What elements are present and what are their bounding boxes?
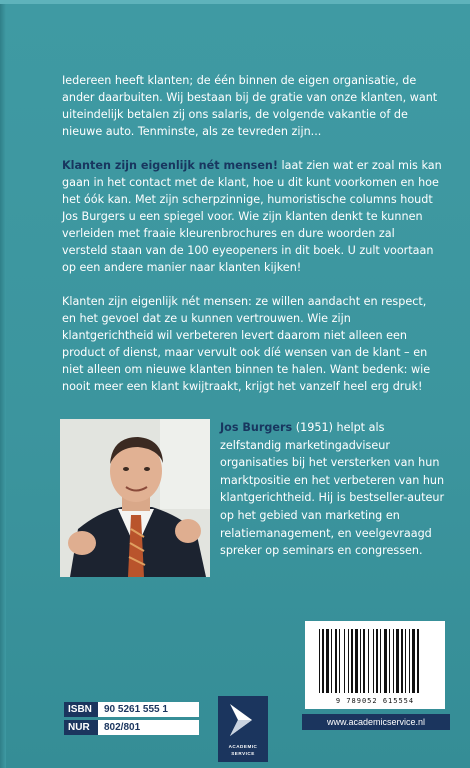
author-name: Jos Burgers xyxy=(220,421,293,434)
nur-value: 802/801 xyxy=(98,720,199,735)
logo-text-service: SERVICE xyxy=(231,751,255,756)
intro-paragraph: Iedereen heeft klanten; de één binnen de eigen organisatie, de ander daarbuiten. Wij bestaan bij de gratie van onze klanten, want uiteindelijk betalen zij ons salaris, de volgende vakantie of de nieuwe auto. Tenminste, als ze tevreden zijn... xyxy=(62,74,438,138)
author-portrait-image xyxy=(60,419,210,577)
author-bio-text: (1951) helpt als zelfstandig marketingadviseur organisaties bij het versterken van hun marktpositie en het verbeteren van hun klantgerichtheid. Hij is bestseller-auteur op het gebied van marketing en relatiemanagement, en veelgevraagd spreker op seminars en congressen. xyxy=(220,421,445,558)
spine-edge xyxy=(0,0,6,768)
nur-label: NUR xyxy=(64,720,98,735)
arrow-logo-icon xyxy=(218,696,268,742)
logo-text-academic: ACADEMIC xyxy=(228,744,258,749)
author-bio xyxy=(220,419,445,560)
barcode-number: 9 789052 615554 xyxy=(335,697,415,705)
nur-row xyxy=(64,720,199,735)
isbn-label: ISBN xyxy=(64,702,98,717)
closing-paragraph: Klanten zijn eigenlijk nét mensen: ze willen aandacht en respect, en het gevoel dat ze u kunnen vertrouwen. Wie zijn klantgerichtheid wil verbeteren levert daarom niet alleen een product of dienst, maar vervult ook díé wensen van de klant – en niet alleen om nieuwe klanten binnen te halen. Want bedenk: wie nooit meer een klant kwijtraakt, krijgt het vanzelf heel erg druk! xyxy=(62,295,431,393)
isbn-block xyxy=(64,702,199,738)
barcode xyxy=(305,621,445,709)
publisher-website: www.academicservice.nl xyxy=(302,714,450,730)
barcode-bars-icon xyxy=(315,629,435,695)
isbn-row xyxy=(64,702,199,717)
author-photo xyxy=(60,419,210,577)
book-title-lead: Klanten zijn eigenlijk nét mensen! xyxy=(62,159,278,172)
top-edge xyxy=(0,0,470,4)
description-paragraph xyxy=(62,157,442,276)
isbn-value: 90 5261 555 1 xyxy=(98,702,199,717)
description-text: laat zien wat er zoal mis kan gaan in het contact met de klant, hoe u dit kunt voorkomen en hoe het óók kan. Met zijn scherpzinnige, humoristische columns houdt Jos Burgers u een spiegel voor. Wie zijn klanten denkt te kunnen verleiden met fraaie kleurenbrochures en dure woorden zal versteld staan van de 100 eyeopeners in dit boek. U zult voortaan op een andere manier naar klanten kijken! xyxy=(62,159,442,274)
publisher-logo xyxy=(218,696,268,762)
